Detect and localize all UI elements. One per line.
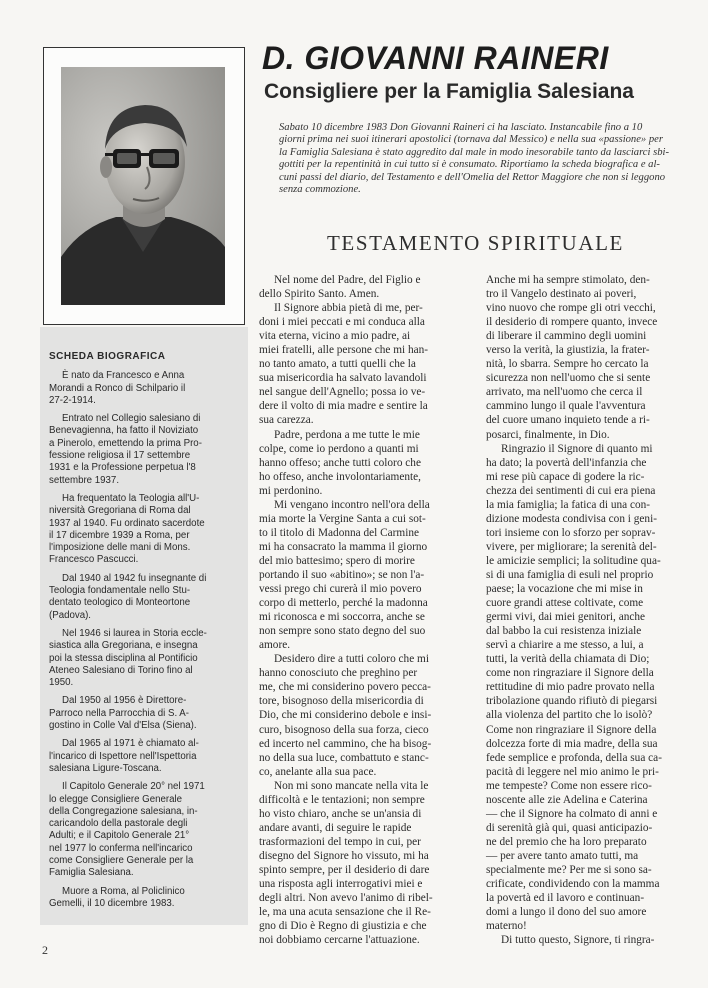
text-line: dolcezza forte di mia madre, della sua (486, 737, 658, 750)
text-line: tori insieme con lo sforzo per soprav- (486, 526, 656, 539)
text-line: — che il Signore ha colmato di anni e (486, 807, 658, 820)
biography-line: gostino in Colle Val d'Elsa (Siena). (49, 720, 197, 732)
testament-column-1 (259, 273, 473, 947)
text-line: nità, lo sbarra. Sempre ho cercato la (486, 358, 649, 371)
biography-line: 1950. (49, 677, 74, 689)
text-line: vivere, per migliorare; la serenità del- (486, 540, 657, 553)
biography-line: Adulti; e il Capitolo Generale 21° (49, 830, 190, 842)
text-line: vino nuovo che rompe gli otri vecchi, (486, 302, 656, 315)
text-line: Nel nome del Padre, del Figlio e (274, 274, 421, 286)
text-line: no della sua luce, combattuto e stanc- (259, 751, 429, 764)
biography-title: SCHEDA BIOGRAFICA (49, 351, 166, 362)
biography-paragraph (49, 370, 240, 407)
text-line: — per avere tanto amato tutti, ma (486, 849, 639, 862)
biography-paragraph (49, 695, 240, 732)
intro-line: senza commozione. (279, 184, 361, 196)
text-line: chezza dei sentimenti di cui era piena (486, 484, 656, 497)
biography-line: della Congregazione salesiana, in- (49, 805, 198, 817)
text-line: Mi vengano incontro nell'ora della (274, 498, 430, 511)
text-line: cuore grandi attese coltivate, come (486, 597, 644, 610)
text-line: ho offeso, anche involontariamente, (259, 470, 421, 483)
text-line: Di tutto questo, Signore, ti ringra- (501, 934, 655, 947)
biography-line: Dal 1940 al 1942 fu insegnante di (62, 572, 207, 584)
text-line: corpo di metterlo, perché la madonna (259, 597, 428, 610)
biography-line: Entrato nel Collegio salesiano di (62, 413, 201, 425)
biography-line: il 17 dicembre 1939 a Roma, per (49, 529, 190, 541)
biography-paragraph (49, 493, 240, 567)
text-line: Il Signore abbia pietà di me, per- (274, 302, 423, 315)
biography-paragraph (49, 628, 240, 689)
text-line: Come non ringraziare il Signore della (486, 723, 657, 736)
section-heading: TESTAMENTO SPIRITUALE (327, 231, 624, 255)
text-line: andare avanti, di seguire le rapide (259, 821, 412, 834)
text-line: amore. (259, 639, 291, 652)
text-line: vessi prego chi curerà il mio povero (259, 583, 422, 596)
text-line: gno di Dio è Regno di giustizia e che (259, 920, 427, 933)
text-line: sicurezza non nell'uomo che si sente (486, 372, 651, 385)
text-line: le, ma una acuta sensazione che il Re- (259, 906, 431, 919)
biography-line: come Consigliere Generale per la (49, 854, 194, 866)
article-title: D. GIOVANNI RAINERI (262, 40, 609, 76)
text-line: spinto sempre, per il desiderio di dare (259, 863, 430, 876)
text-line: hanno conosciuto che preghino per (259, 667, 418, 680)
text-line: ho visto chiaro, anche se un'ansia di (259, 807, 422, 820)
text-line: colpe, come io perdono a quanti mi (259, 442, 419, 455)
biography-paragraph (49, 413, 240, 487)
biography-line: 1937 al 1940. Fu ordinato sacerdote (49, 517, 205, 529)
text-line: mi ha consacrato la mamma il giorno (259, 540, 428, 553)
text-line: ed incerto nel cammino, che ha bisog- (259, 737, 432, 750)
text-line: il desiderio di rompere quanto, invece (486, 316, 658, 329)
text-line: non sempre sono stato degno del suo (259, 625, 426, 638)
biography-line: 1931 e la Professione perpetua l'8 (49, 462, 196, 474)
portrait-photo (61, 67, 225, 305)
text-line: doni i miei peccati e mi conduca alla (259, 316, 425, 329)
text-line: specialmente me? Per me si sono sa- (486, 863, 652, 876)
portrait-image (61, 67, 225, 305)
text-line: sua carezza. (259, 414, 314, 427)
text-line: di liberare il cammino degli uomini (486, 330, 647, 343)
biography-line: Ateneo Salesiano di Torino fino al (49, 664, 193, 676)
biography-sidebar (40, 327, 248, 925)
biography-line: poi la stessa disciplina al Pontificio (49, 652, 198, 664)
portrait-frame (43, 47, 245, 325)
biography-line: fessione religiosa il 17 settembre (49, 450, 191, 462)
text-line: servì a chiarire a me stesso, a lui, a (486, 639, 644, 652)
biography-line: salesiana Ligure-Toscana. (49, 762, 162, 774)
text-line: cammino lungo il quale l'avventura (486, 400, 646, 413)
text-line: fede semplice e profonda, della sua ca- (486, 751, 662, 764)
biography-line: caricandolo della pastorale degli (49, 818, 188, 830)
text-line: degli altri. Non avevo l'animo di ribel- (259, 892, 433, 905)
text-line: no tanto amato, a tutti quelli che la (259, 358, 416, 371)
text-line: trasformazioni del tempo in cui, per (259, 835, 421, 848)
text-line: si di una famiglia di esuli nel proprio (486, 568, 654, 581)
biography-line: È nato da Francesco e Anna (62, 370, 185, 382)
testament-column-2 (486, 273, 694, 947)
intro-line: cuni passi del diario, del Testamento e dell'Omelia del Rettor Maggiore che non si leggono (279, 171, 666, 183)
text-line: la mia famiglia; la fatica di una con- (486, 498, 651, 511)
text-line: dizione modesta condivisa con i geni- (486, 512, 657, 525)
biography-line: Teologia fondamentale nello Stu- (49, 585, 191, 597)
text-line: pacità di leggere nel mio animo le pri- (486, 765, 659, 778)
biography-line: Francesco Pascucci. (49, 554, 139, 566)
text-line: materno! (486, 920, 527, 933)
text-line: la povertà ed il lavoro e continuan- (486, 892, 645, 905)
intro-line: Sabato 10 dicembre 1983 Don Giovanni Raineri ci ha lasciato. Instancabile fino a 10 (279, 122, 643, 133)
biography-line: siastica alla Gregoriana, e insegna (49, 640, 198, 652)
biography-line: a Pinerolo, emettendo la prima Pro- (49, 437, 202, 449)
biography-line: settembre 1937. (49, 474, 120, 486)
biography-line: dentato teologico di Monteortone (49, 597, 191, 609)
text-line: ha dato; la povertà dell'infanzia che (486, 456, 647, 469)
biography-line: l'incarico di Ispettore nell'Ispettoria (49, 750, 197, 762)
biography-line: Morandi a Ronco di Schilpario il (49, 382, 186, 394)
text-line: Desidero dire a tutti coloro che mi (274, 653, 429, 666)
text-line: Non mi sono mancate nella vita le (274, 779, 429, 792)
text-line: disegno del Signore ho vissuto, mi ha (259, 849, 429, 862)
text-line: tro il Vangelo destinato ai poveri, (486, 288, 637, 301)
text-line: difficoltà e le tentazioni; non sempre (259, 793, 425, 806)
article-subtitle: Consigliere per la Famiglia Salesiana (264, 80, 634, 103)
biography-line: Dal 1965 al 1971 è chiamato al- (62, 738, 199, 750)
text-line: dello Spirito Santo. Amen. (259, 288, 380, 301)
biography-line: 27-2-1914. (49, 394, 96, 406)
biography-line: l'imposizione delle mani di Mons. (49, 542, 191, 554)
article-intro (279, 122, 693, 196)
text-line: tribolazione quando rifiutò di piegarsi (486, 695, 658, 708)
biography-line: Muore a Roma, al Policlinico (62, 885, 185, 897)
text-line: una risposta agli interrogativi miei e (259, 878, 423, 891)
text-line: le amicizie semplici; la solitudine qua- (486, 554, 661, 567)
text-line: dere il volto di mia madre e sentire la (259, 400, 428, 413)
text-line: ne del premio che ha loro preparato (486, 835, 647, 848)
text-line: noi dobbiamo cercarne l'attuazione. (259, 934, 420, 947)
text-line: Anche mi ha sempre stimolato, den- (486, 274, 650, 286)
biography-line: (Padova). (49, 609, 91, 621)
text-line: posarci, finalmente, in Dio. (486, 428, 610, 441)
text-line: Padre, perdona a me tutte le mie (274, 428, 420, 441)
text-line: del mio battesimo; spero di morire (259, 554, 415, 567)
text-line: curo, bisognoso della sua forza, cieco (259, 723, 429, 736)
text-line: nel sangue dell'Agnello; possa io ve- (259, 386, 426, 399)
text-line: germi vivi, dai miei genitori, anche (486, 611, 646, 624)
text-line: crificate, condividendo con la mamma (486, 878, 660, 891)
text-line: vita eterna, vicino a mio padre, ai (259, 330, 411, 343)
text-line: mia morte la Vergine Santa a cui sot- (259, 512, 426, 525)
text-line: me, che mi considerino povero pecca- (259, 681, 431, 694)
text-line: verso la verità, la giustizia, la frater- (486, 344, 650, 357)
text-line: arrivato, ma nell'uomo che cerca il (486, 386, 643, 399)
text-line: miei fratelli, alle persone che mi han- (259, 344, 429, 357)
page-number: 2 (42, 943, 48, 957)
intro-line: la Famiglia Salesiana è stato aggredito dal male in modo inesorabile tanto da lasciarci sbi- (279, 146, 669, 158)
biography-paragraph (49, 573, 240, 622)
biography-paragraph (49, 781, 240, 879)
text-line: di serenità già qui, quasi anticipazio- (486, 821, 653, 834)
intro-line: gottiti per la repentinità in cui tutto si è consumato. Riportiamo la scheda biografica e al- (279, 159, 660, 171)
text-line: mi rese più capace di godere la ric- (486, 470, 645, 483)
biography-line: Il Capitolo Generale 20° nel 1971 (62, 781, 205, 793)
biography-paragraph (49, 738, 240, 775)
text-line: tutti, la verità della chiamata di Dio; (486, 653, 650, 666)
text-line: mi riconosca e mi soccorra, anche se (259, 611, 425, 624)
intro-line: giorni prima nei suoi itinerari apostolici (tornava dal Messico) e nella sua «passione» per (279, 134, 663, 146)
biography-line: Ha frequentato la Teologia all'U- (62, 492, 200, 504)
text-line: sua misericordia ha salvato lavandoli (259, 372, 427, 385)
text-line: paese; la vocazione che mi mise in (486, 583, 643, 596)
biography-line: nel 1977 lo conferma nell'incarico (49, 842, 193, 854)
biography-line: Gemelli, il 10 dicembre 1983. (49, 897, 175, 909)
text-line: Ringrazio il Signore di quanto mi (501, 442, 653, 455)
text-line: co, anelante alla sua pace. (259, 765, 377, 778)
biography-line: Famiglia Salesiana. (49, 867, 134, 879)
biography-paragraph (49, 886, 240, 911)
biography-line: Parroco nella Parrocchia di S. A- (49, 707, 189, 719)
text-line: to il titolo di Madonna del Carmine (259, 526, 420, 539)
biography-line: niversità Gregoriana di Roma dal (49, 505, 191, 517)
text-line: del cuore umano inquieto tende a ri- (486, 414, 650, 427)
biography-line: Dal 1950 al 1956 è Direttore- (62, 695, 187, 707)
biography-line: Benevagienna, ha fatto il Noviziato (49, 425, 199, 437)
text-line: hanno offeso; anche tutti coloro che (259, 456, 421, 469)
text-line: rettitudine di mio padre provato nella (486, 681, 655, 694)
text-line: domi a lungo il dono del suo amore (486, 906, 647, 919)
text-line: Dio, che mi considerino debole e insi- (259, 709, 432, 722)
text-line: noscente alle zie Adelina e Caterina (486, 793, 648, 806)
text-line: tore, bisognoso della misericordia di (259, 695, 424, 708)
text-line: dal babbo la cui resistenza iniziale (486, 625, 642, 638)
biography-line: Nel 1946 si laurea in Storia eccle- (62, 627, 207, 639)
text-line: mi perdonino. (259, 484, 323, 497)
biography-line: lo elegge Consigliere Generale (49, 793, 183, 805)
text-line: alla violenza del partito che lo isolò? (486, 709, 653, 722)
text-line: me tempeste? Come non essere rico- (486, 779, 652, 792)
biography-body (49, 370, 240, 910)
text-line: come non ringraziare il Signore della (486, 667, 654, 680)
text-line: portando il suo «abitino»; se non l'a- (259, 568, 425, 581)
